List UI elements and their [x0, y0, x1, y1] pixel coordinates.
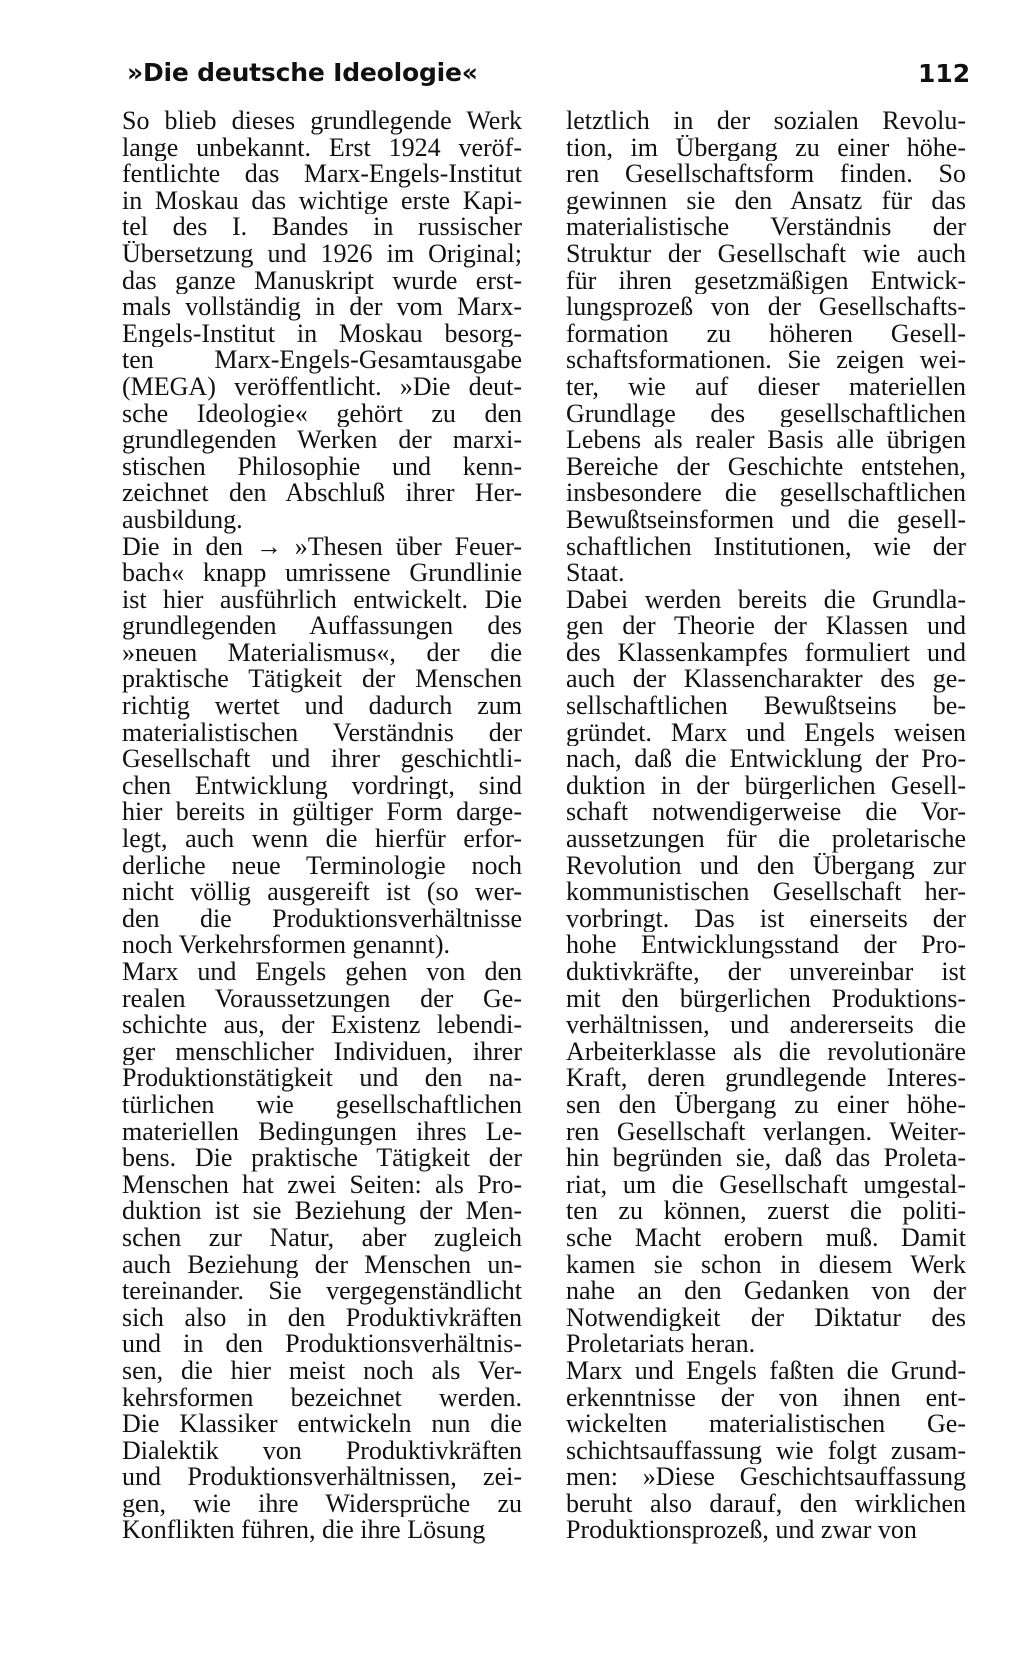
text-line: und in den Produktionsverhältnis- [122, 1331, 522, 1358]
text-line: ter, wie auf dieser materiellen [566, 373, 966, 401]
text-line: sen den Übergang zu einer höhe- [566, 1091, 966, 1119]
text-line: gründet. Marx und Engels weisen [566, 719, 966, 747]
text-line: ausbildung. [122, 506, 243, 534]
text-line: Dialektik von Produktivkräften [122, 1437, 522, 1465]
text-line: lange unbekannt. Erst 1924 veröf- [122, 134, 522, 162]
text-line: Gesellschaft und ihrer geschichtli- [122, 746, 522, 773]
text-line: materialistische Verständnis der [566, 214, 966, 241]
text-line: hohe Entwicklungsstand der Pro- [566, 932, 966, 959]
text-line: in Moskau das wichtige erste Kapi- [122, 187, 522, 215]
text-line: und Produktionsverhältnissen, zei- [122, 1464, 522, 1491]
text-line: des Klassenkampfes formuliert und [566, 639, 966, 667]
text-line: Konflikten führen, die ihre Lösung [122, 1517, 486, 1545]
text-line: kommunistischen Gesellschaft her- [566, 879, 966, 906]
text-line: Proletariats heran. [566, 1331, 756, 1358]
text-line: gen der Theorie der Klassen und [566, 613, 966, 640]
text-line: schen zur Natur, aber zugleich [122, 1224, 522, 1252]
text-line: Bereiche der Geschichte entstehen, [566, 453, 966, 481]
text-line: riat, um die Gesellschaft umgestal- [566, 1171, 966, 1199]
text-line: Lebens als realer Basis alle übrigen [566, 427, 966, 454]
text-line: sche Macht erobern muß. Damit [566, 1224, 966, 1252]
text-line: Arbeiterklasse als die revolutionäre [566, 1038, 966, 1066]
text-line: bach« knapp umrissene Grundlinie [122, 560, 522, 587]
text-line: grundlegenden Werken der marxi- [122, 427, 522, 454]
text-line: tereinander. Sie vergegenständlicht [122, 1278, 522, 1305]
text-line: hin begründen sie, daß das Proleta- [566, 1145, 966, 1172]
text-line: gewinnen sie den Ansatz für das [566, 187, 966, 215]
text-line: mals vollständig in der vom Marx- [122, 294, 522, 321]
text-line: duktivkräfte, der unvereinbar ist [566, 959, 966, 986]
text-line: wickelten materialistischen Ge- [566, 1411, 966, 1438]
text-line: nahe an den Gedanken von der [566, 1278, 966, 1305]
text-line: tion, im Übergang zu einer höhe- [566, 134, 966, 162]
text-line: lungsprozeß von der Gesellschafts- [566, 294, 966, 321]
text-line: Bewußtseinsformen und die gesell- [566, 506, 966, 534]
text-line: nach, daß die Entwicklung der Pro- [566, 746, 966, 773]
text-line: mit den bürgerlichen Produktions- [566, 985, 966, 1013]
text-line: aussetzungen für die proletarische [566, 826, 966, 853]
text-line: ren Gesellschaftsform finden. So [566, 161, 966, 188]
text-line: Struktur der Gesellschaft wie auch [566, 240, 966, 268]
text-column-right [566, 108, 966, 1544]
text-line: schaftsformationen. Sie zeigen wei- [566, 347, 966, 374]
text-line: noch Verkehrsformen genannt). [122, 932, 451, 959]
text-line: sellschaftlichen Bewußtseins be- [566, 693, 966, 720]
text-line: richtig wertet und dadurch zum [122, 693, 522, 720]
text-line: beruht also darauf, den wirklichen [566, 1490, 966, 1518]
text-line: schichte aus, der Existenz lebendi- [122, 1012, 522, 1039]
text-line: hier bereits in gültiger Form darge- [122, 799, 522, 827]
text-line: Die in den → »Thesen über Feuer- [122, 533, 522, 561]
text-line: chen Entwicklung vordringt, sind [122, 772, 522, 800]
text-line: kamen sie schon in diesem Werk [566, 1251, 966, 1279]
text-line: Notwendigkeit der Diktatur des [566, 1304, 966, 1332]
text-line: Produktionsprozeß, und zwar von [566, 1517, 917, 1545]
text-line: erkenntnisse der von ihnen ent- [566, 1384, 966, 1412]
text-line: Produktionstätigkeit und den na- [122, 1065, 522, 1092]
text-line: ten zu können, zuerst die politi- [566, 1198, 966, 1225]
text-line: für ihren gesetzmäßigen Entwick- [566, 267, 966, 295]
text-line: zeichnet den Abschluß ihrer Her- [122, 480, 522, 507]
text-line: fentlichte das Marx-Engels-Institut [122, 161, 522, 188]
text-line: Kraft, deren grundlegende Interes- [566, 1065, 966, 1092]
text-line: men: »Diese Geschichtsauffassung [566, 1464, 966, 1491]
text-line: So blieb dieses grundlegende Werk [122, 108, 522, 135]
text-line: ren Gesellschaft verlangen. Weiter- [566, 1118, 966, 1146]
text-line: materialistischen Verständnis der [122, 719, 522, 747]
text-line: (MEGA) veröffentlicht. »Die deut- [122, 373, 522, 401]
text-line: Staat. [566, 560, 625, 587]
text-line: tel des I. Bandes in russischer [122, 214, 522, 241]
text-line: sche Ideologie« gehört zu den [122, 400, 522, 428]
text-line: auch der Klassencharakter des ge- [566, 666, 966, 694]
page-number: 112 [918, 59, 971, 88]
text-line: Übersetzung und 1926 im Original; [122, 240, 522, 268]
text-line: sich also in den Produktivkräften [122, 1304, 522, 1332]
text-line: »neuen Materialismus«, der die [122, 639, 522, 667]
text-line: stischen Philosophie und kenn- [122, 453, 522, 481]
text-line: verhältnissen, und andererseits die [566, 1012, 966, 1039]
text-line: gen, wie ihre Widersprüche zu [122, 1490, 522, 1518]
text-line: vorbringt. Das ist einerseits der [566, 905, 966, 933]
text-line: das ganze Manuskript wurde erst- [122, 267, 522, 295]
text-line: legt, auch wenn die hierfür erfor- [122, 826, 522, 853]
text-line: türlichen wie gesellschaftlichen [122, 1091, 522, 1119]
text-line: schaftlichen Institutionen, wie der [566, 533, 966, 561]
text-line: insbesondere die gesellschaftlichen [566, 480, 966, 507]
text-line: materiellen Bedingungen ihres Le- [122, 1118, 522, 1146]
text-line: praktische Tätigkeit der Menschen [122, 666, 522, 694]
text-line: nicht völlig ausgereift ist (so wer- [122, 879, 522, 906]
text-line: derliche neue Terminologie noch [122, 852, 522, 880]
text-line: ist hier ausführlich entwickelt. Die [122, 586, 522, 614]
text-line: Engels-Institut in Moskau besorg- [122, 320, 522, 348]
text-line: schaft notwendigerweise die Vor- [566, 799, 966, 827]
text-line: realen Voraussetzungen der Ge- [122, 985, 522, 1013]
text-line: formation zu höheren Gesell- [566, 320, 966, 348]
running-title: »Die deutsche Ideologie« [127, 58, 478, 87]
text-line: auch Beziehung der Menschen un- [122, 1251, 522, 1279]
text-column-left [122, 108, 522, 1544]
text-line: Menschen hat zwei Seiten: als Pro- [122, 1171, 522, 1199]
text-line: ten Marx-Engels-Gesamtausgabe [122, 347, 522, 374]
text-line: duktion ist sie Beziehung der Men- [122, 1198, 522, 1225]
text-line: sen, die hier meist noch als Ver- [122, 1357, 522, 1385]
text-line: Marx und Engels faßten die Grund- [566, 1357, 966, 1385]
text-line: Grundlage des gesellschaftlichen [566, 400, 966, 428]
text-line: kehrsformen bezeichnet werden. [122, 1384, 522, 1412]
text-line: Revolution und den Übergang zur [566, 852, 966, 880]
text-line: duktion in der bürgerlichen Gesell- [566, 772, 966, 800]
text-line: schichtsauffassung wie folgt zusam- [566, 1437, 966, 1465]
text-line: bens. Die praktische Tätigkeit der [122, 1145, 522, 1172]
text-line: Die Klassiker entwickeln nun die [122, 1411, 522, 1438]
text-line: Marx und Engels gehen von den [122, 959, 522, 986]
text-line: ger menschlicher Individuen, ihrer [122, 1038, 522, 1066]
text-line: grundlegenden Auffassungen des [122, 613, 522, 640]
text-line: letztlich in der sozialen Revolu- [566, 108, 966, 135]
text-line: den die Produktionsverhältnisse [122, 905, 522, 933]
text-line: Dabei werden bereits die Grundla- [566, 586, 966, 614]
